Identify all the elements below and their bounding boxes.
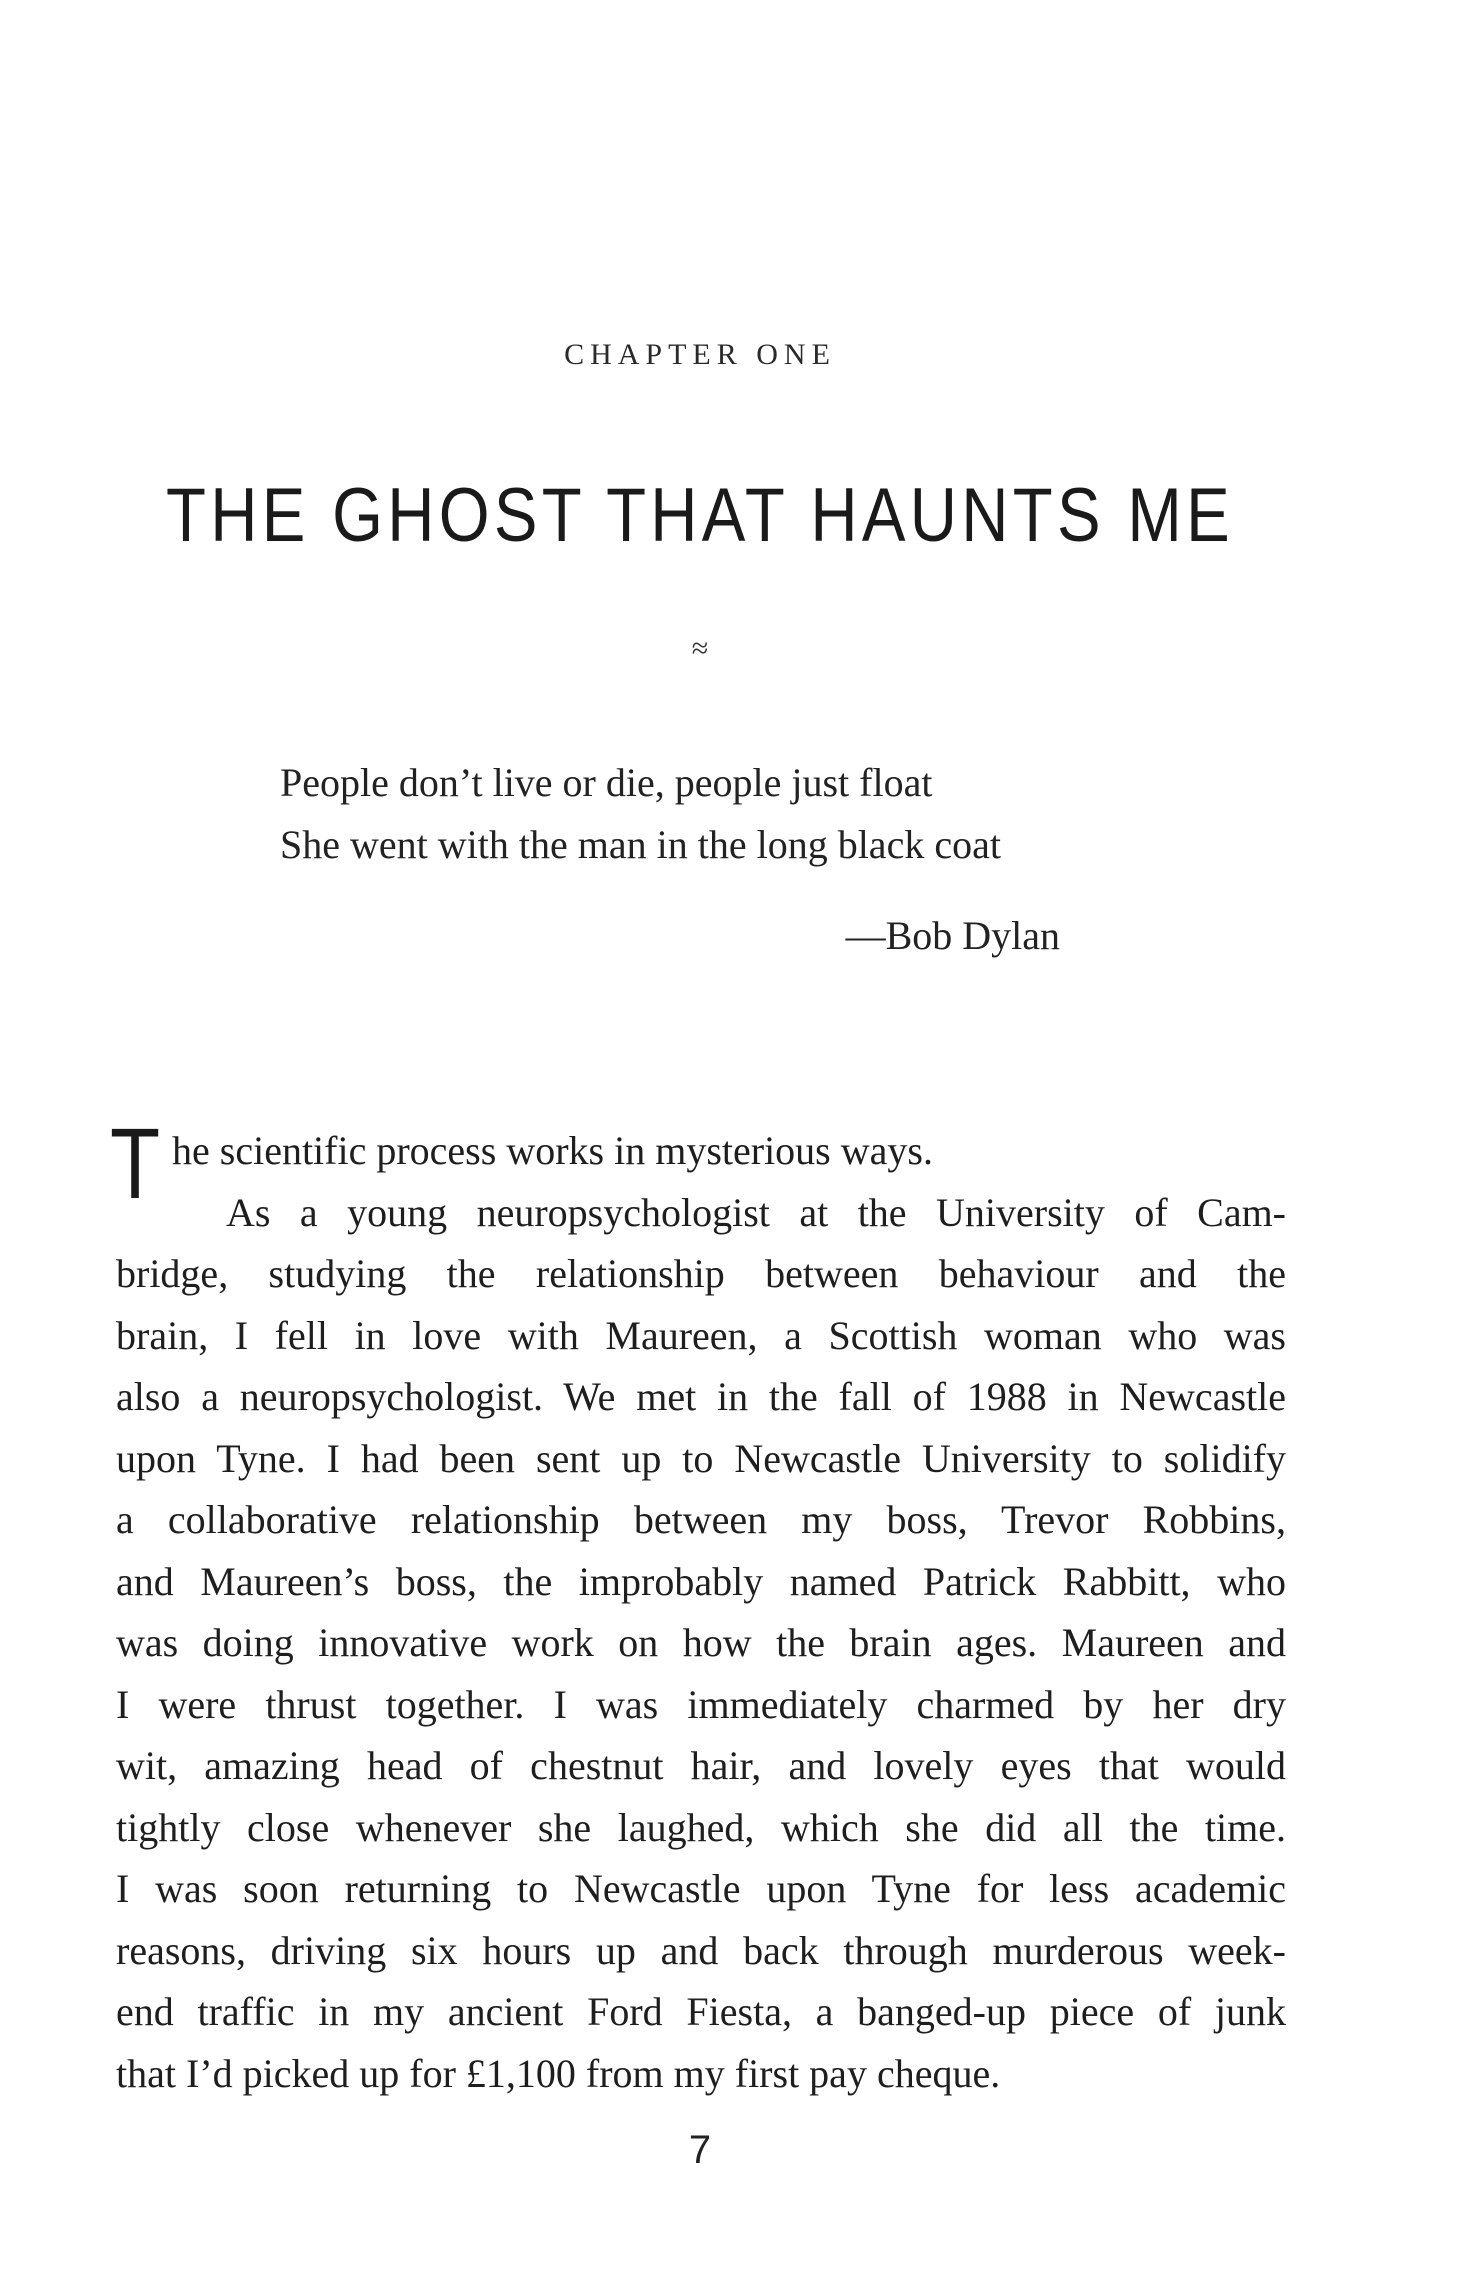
text-line: that I’d picked up for £1,100 from my first pay cheque.: [116, 2050, 1001, 2096]
text-line: bridge, studying the relationship between behaviour and the: [116, 1251, 1286, 1296]
text-line: tightly close whenever she laughed, which she did all the time.: [116, 1804, 1286, 1850]
epigraph-line: People don’t live or die, people just float: [280, 760, 933, 805]
epigraph: [280, 752, 1180, 876]
drop-cap: T: [110, 1108, 161, 1220]
page-number: 7: [688, 2128, 712, 2172]
text-line: upon Tyne. I had been sent up to Newcastle University to solidify: [116, 1435, 1286, 1481]
chapter-title: THE GHOST THAT HAUNTS ME: [166, 473, 1234, 558]
text-line: was doing innovative work on how the brain ages. Maureen and: [116, 1620, 1286, 1665]
text-line: also a neuropsychologist. We met in the fall of 1988 in Newcastle: [116, 1374, 1286, 1419]
text-line: brain, I fell in love with Maureen, a Scottish woman who was: [116, 1312, 1286, 1358]
text-line: he scientific process works in mysterious ways.: [172, 1128, 933, 1173]
chapter-label: CHAPTER ONE: [564, 338, 836, 371]
text-line: and Maureen’s boss, the improbably named Patrick Rabbitt, who: [116, 1558, 1286, 1604]
text-line: a collaborative relationship between my boss, Trevor Robbins,: [116, 1497, 1286, 1542]
text-line: end traffic in my ancient Ford Fiesta, a banged-up piece of junk: [116, 1989, 1286, 2034]
text-line: I was soon returning to Newcastle upon Tyne for less academic: [116, 1866, 1286, 1911]
epigraph-attribution: —Bob Dylan: [845, 913, 1060, 958]
body-text: [110, 1108, 1286, 2104]
text-line: I were thrust together. I was immediately charmed by her dry: [116, 1681, 1286, 1727]
epigraph-line: She went with the man in the long black coat: [280, 822, 1001, 867]
text-line: wit, amazing head of chestnut hair, and lovely eyes that would: [116, 1743, 1286, 1788]
text-line: reasons, driving six hours up and back through murderous week-: [116, 1927, 1286, 1973]
ornament-divider: ≈: [691, 632, 709, 665]
text-line: As a young neuropsychologist at the University of Cam-: [226, 1189, 1286, 1235]
